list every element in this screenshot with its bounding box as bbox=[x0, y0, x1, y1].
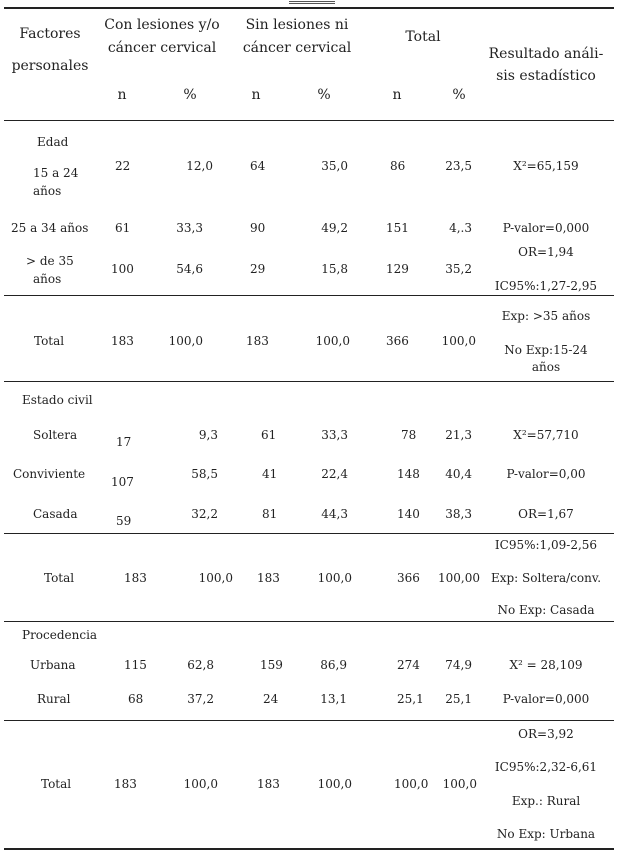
cell-n-con: 68 bbox=[128, 692, 144, 706]
cell-n-sin: 159 bbox=[260, 658, 283, 672]
cell-n-con: 183 bbox=[124, 571, 147, 585]
header-pct-con: % bbox=[183, 87, 197, 103]
header-pct-total: % bbox=[452, 87, 466, 103]
cell-stat: No Exp: Casada bbox=[497, 603, 595, 617]
cell-stat: IC95%:1,27-2,95 bbox=[494, 279, 598, 293]
cell-pct-total: 74,9 bbox=[445, 658, 472, 672]
cell-pct-sin: 86,9 bbox=[320, 658, 347, 672]
cell-n-con: 183 bbox=[111, 334, 134, 348]
cell-pct-sin: 33,3 bbox=[321, 428, 348, 442]
cell-pct-con: 9,3 bbox=[198, 428, 218, 442]
cell-stat: P-valor=0,000 bbox=[502, 692, 590, 706]
cell-n-total: 129 bbox=[386, 262, 409, 276]
cell-pct-total: 38,3 bbox=[445, 507, 472, 521]
cell-stat: X²=65,159 bbox=[513, 159, 579, 173]
cell-stat: Exp: Soltera/conv. bbox=[490, 571, 602, 585]
cell-n-con: 59 bbox=[116, 514, 132, 528]
cell-n-con: 100 bbox=[111, 262, 134, 276]
row-label: Total bbox=[41, 777, 72, 791]
cell-n-con: 183 bbox=[114, 777, 137, 791]
cell-pct-sin: 22,4 bbox=[321, 467, 348, 481]
cell-pct-con: 32,2 bbox=[191, 507, 218, 521]
header-n-sin: n bbox=[251, 87, 261, 103]
header-resultado-line2: sis estadístico bbox=[496, 68, 596, 84]
cell-pct-con: 62,8 bbox=[187, 658, 214, 672]
cell-pct-sin: 100,0 bbox=[317, 777, 352, 791]
cell-stat: IC95%:1,09-2,56 bbox=[494, 538, 598, 552]
cell-pct-con: 58,5 bbox=[191, 467, 218, 481]
header-pct-sin: % bbox=[317, 87, 331, 103]
cell-n-sin: 183 bbox=[246, 334, 269, 348]
cell-n-sin: 24 bbox=[263, 692, 279, 706]
cell-n-total: 86 bbox=[390, 159, 406, 173]
cell-n-sin: 90 bbox=[250, 221, 266, 235]
cell-stat: Exp.: Rural bbox=[511, 794, 581, 808]
cell-stat: IC95%:2,32-6,61 bbox=[494, 760, 598, 774]
cell-n-con: 22 bbox=[115, 159, 131, 173]
header-sin-lesiones-line2: cáncer cervical bbox=[242, 40, 352, 56]
cell-stat: OR=1,94 bbox=[518, 245, 574, 259]
edad-total-rule bbox=[4, 295, 614, 296]
cell-stat: X²=57,710 bbox=[513, 428, 579, 442]
cell-pct-sin: 100,0 bbox=[315, 334, 350, 348]
cell-n-sin: 61 bbox=[261, 428, 277, 442]
header-factores-line1: Factores bbox=[19, 26, 81, 42]
header-bottom-rule bbox=[4, 120, 614, 121]
cropped-caption-fragment bbox=[289, 0, 335, 4]
cell-n-total: 274 bbox=[397, 658, 420, 672]
header-con-lesiones-line1: Con lesiones y/o bbox=[104, 17, 220, 33]
cell-pct-total: 25,1 bbox=[445, 692, 472, 706]
cell-n-total: 140 bbox=[397, 507, 420, 521]
header-factores-line2: personales bbox=[11, 58, 89, 74]
cell-stat: P-valor=0,00 bbox=[506, 467, 586, 481]
cell-stat: P-valor=0,000 bbox=[502, 221, 590, 235]
cell-pct-sin: 49,2 bbox=[321, 221, 348, 235]
cell-pct-total: 100,0 bbox=[441, 334, 476, 348]
cell-n-total: 78 bbox=[401, 428, 417, 442]
table-bottom-rule bbox=[4, 848, 614, 850]
cell-pct-con: 33,3 bbox=[176, 221, 203, 235]
row-label: Rural bbox=[37, 692, 71, 706]
header-total: Total bbox=[405, 29, 441, 45]
cell-n-total: 366 bbox=[397, 571, 420, 585]
cell-n-sin: 64 bbox=[250, 159, 266, 173]
cell-n-total: 148 bbox=[397, 467, 420, 481]
table-top-rule bbox=[4, 7, 614, 9]
row-label: Conviviente bbox=[13, 467, 86, 481]
cell-pct-total: 4,.3 bbox=[449, 221, 472, 235]
section-title: Estado civil bbox=[22, 393, 93, 407]
cell-pct-sin: 35,0 bbox=[321, 159, 348, 173]
cell-n-con: 61 bbox=[115, 221, 131, 235]
cell-pct-total: 21,3 bbox=[445, 428, 472, 442]
cell-n-sin: 81 bbox=[262, 507, 278, 521]
cell-pct-con: 54,6 bbox=[176, 262, 203, 276]
estado-civil-total-rule bbox=[4, 533, 614, 534]
cell-pct-total: 23,5 bbox=[445, 159, 472, 173]
cell-stat: años bbox=[531, 360, 561, 374]
cell-n-con: 17 bbox=[116, 435, 132, 449]
cell-stat: No Exp:15-24 bbox=[504, 343, 588, 357]
cell-pct-total: 40,4 bbox=[445, 467, 472, 481]
row-label: Total bbox=[34, 334, 65, 348]
section-title: Procedencia bbox=[22, 628, 98, 642]
section-title: Edad bbox=[37, 135, 69, 149]
estado-civil-section-bottom-rule bbox=[4, 621, 614, 622]
row-label: años bbox=[33, 272, 62, 286]
cell-n-total: 25,1 bbox=[397, 692, 424, 706]
row-label: Total bbox=[44, 571, 75, 585]
cell-n-sin: 183 bbox=[257, 571, 280, 585]
row-label: Urbana bbox=[30, 658, 76, 672]
header-n-total: n bbox=[392, 87, 402, 103]
cell-pct-con: 37,2 bbox=[187, 692, 214, 706]
cell-pct-con: 100,0 bbox=[183, 777, 218, 791]
row-label: 15 a 24 bbox=[33, 166, 79, 180]
procedencia-total-rule bbox=[4, 720, 614, 721]
cell-pct-total: 35,2 bbox=[445, 262, 472, 276]
cell-n-total: 151 bbox=[386, 221, 409, 235]
cell-stat: No Exp: Urbana bbox=[496, 827, 596, 841]
cell-pct-sin: 15,8 bbox=[321, 262, 348, 276]
cell-stat: X² = 28,109 bbox=[509, 658, 583, 672]
cell-pct-con: 12,0 bbox=[186, 159, 213, 173]
row-label: 25 a 34 años bbox=[11, 221, 89, 235]
cell-n-sin: 41 bbox=[262, 467, 278, 481]
cell-n-sin: 29 bbox=[250, 262, 266, 276]
cell-pct-con: 100,0 bbox=[198, 571, 233, 585]
cell-n-con: 107 bbox=[111, 475, 134, 489]
row-label: Soltera bbox=[33, 428, 78, 442]
cell-pct-sin: 44,3 bbox=[321, 507, 348, 521]
header-resultado-line1: Resultado análi- bbox=[488, 46, 604, 62]
cell-stat: OR=1,67 bbox=[518, 507, 574, 521]
cell-pct-total: 100,00 bbox=[438, 571, 480, 585]
cell-pct-con: 100,0 bbox=[168, 334, 203, 348]
cell-n-total: 100,0 bbox=[394, 777, 429, 791]
cell-pct-total: 100,0 bbox=[442, 777, 477, 791]
header-sin-lesiones-line1: Sin lesiones ni bbox=[245, 17, 349, 33]
cell-n-sin: 183 bbox=[257, 777, 280, 791]
row-label: > de 35 bbox=[26, 254, 74, 268]
edad-section-bottom-rule bbox=[4, 381, 614, 382]
row-label: Casada bbox=[33, 507, 78, 521]
header-con-lesiones-line2: cáncer cervical bbox=[107, 40, 217, 56]
cell-n-total: 366 bbox=[386, 334, 409, 348]
cell-n-con: 115 bbox=[124, 658, 147, 672]
row-label: años bbox=[33, 184, 62, 198]
cell-pct-sin: 100,0 bbox=[317, 571, 352, 585]
header-n-con: n bbox=[117, 87, 127, 103]
cell-pct-sin: 13,1 bbox=[320, 692, 347, 706]
cell-stat: OR=3,92 bbox=[518, 727, 574, 741]
cell-stat: Exp: >35 años bbox=[501, 309, 591, 323]
